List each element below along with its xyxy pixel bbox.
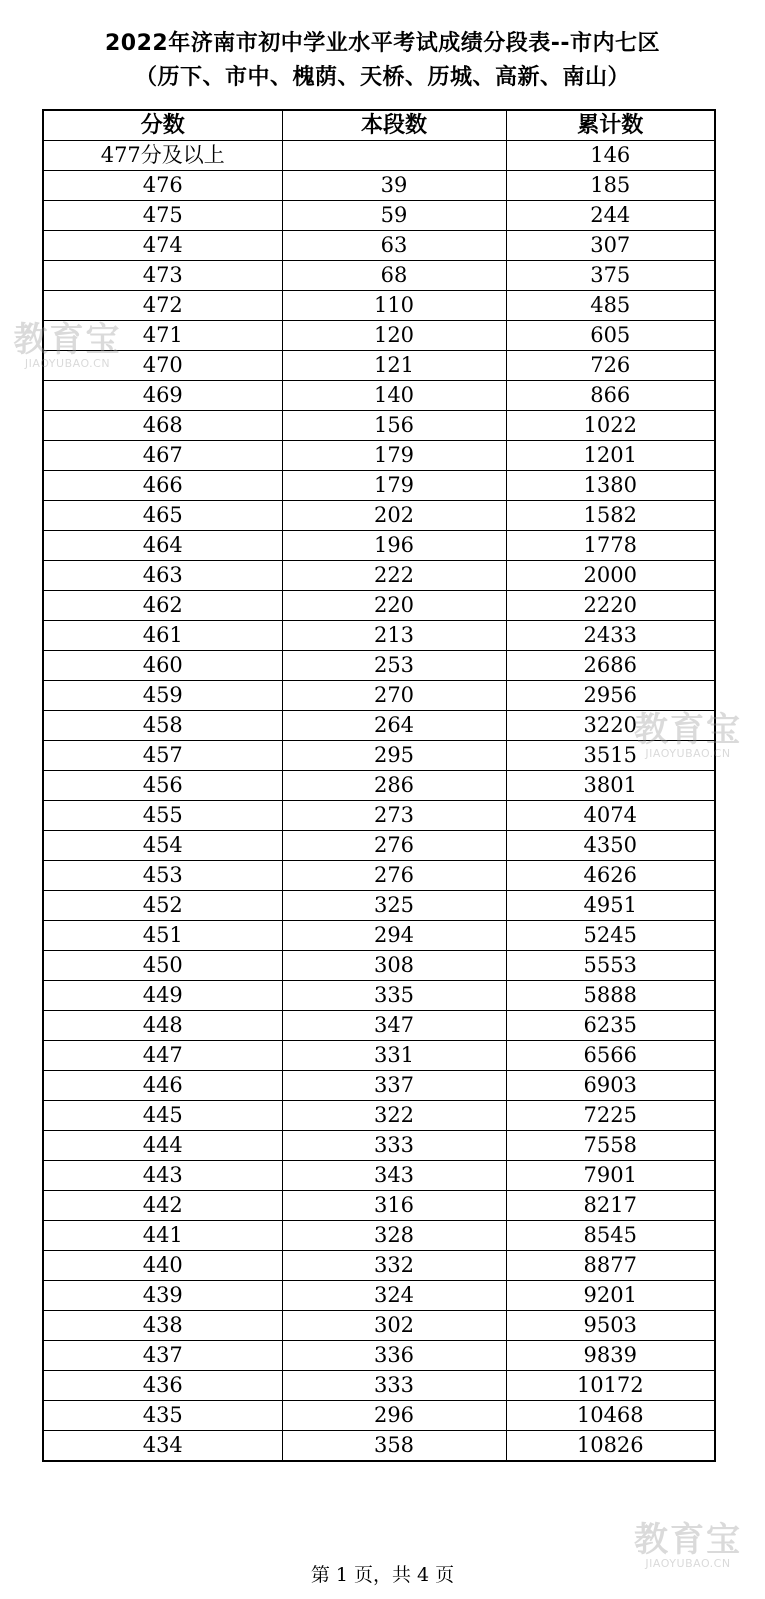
table-row	[43, 951, 715, 981]
cell-score: 445	[43, 1101, 282, 1131]
cell-score: 436	[43, 1371, 282, 1401]
table-row	[43, 681, 715, 711]
table-row	[43, 651, 715, 681]
cell-cumulative-count: 7225	[506, 1101, 715, 1131]
cell-score: 476	[43, 171, 282, 201]
cell-segment-count: 63	[282, 231, 506, 261]
cell-segment-count: 276	[282, 831, 506, 861]
cell-score: 447	[43, 1041, 282, 1071]
cell-segment-count	[282, 141, 506, 171]
cell-score: 465	[43, 501, 282, 531]
cell-segment-count: 179	[282, 441, 506, 471]
cell-cumulative-count: 7901	[506, 1161, 715, 1191]
table-row	[43, 1161, 715, 1191]
cell-score: 470	[43, 351, 282, 381]
table-row	[43, 831, 715, 861]
cell-cumulative-count: 4626	[506, 861, 715, 891]
cell-segment-count: 302	[282, 1311, 506, 1341]
cell-cumulative-count: 5888	[506, 981, 715, 1011]
table-row	[43, 741, 715, 771]
table-row	[43, 321, 715, 351]
document-title: 2022年济南市初中学业水平考试成绩分段表--市内七区	[105, 31, 660, 56]
cell-cumulative-count: 2433	[506, 621, 715, 651]
table-row	[43, 201, 715, 231]
table-row	[43, 501, 715, 531]
cell-score: 450	[43, 951, 282, 981]
table-row	[43, 1191, 715, 1221]
table-row	[43, 261, 715, 291]
cell-segment-count: 325	[282, 891, 506, 921]
cell-segment-count: 331	[282, 1041, 506, 1071]
cell-segment-count: 222	[282, 561, 506, 591]
table-row	[43, 891, 715, 921]
cell-segment-count: 68	[282, 261, 506, 291]
cell-score: 455	[43, 801, 282, 831]
cell-segment-count: 286	[282, 771, 506, 801]
table-header-row	[43, 110, 715, 141]
cell-cumulative-count: 3220	[506, 711, 715, 741]
table-row	[43, 1041, 715, 1071]
cell-score: 444	[43, 1131, 282, 1161]
cell-score: 457	[43, 741, 282, 771]
table-row	[43, 231, 715, 261]
cell-cumulative-count: 146	[506, 141, 715, 171]
cell-score: 464	[43, 531, 282, 561]
cell-score: 451	[43, 921, 282, 951]
table-row	[43, 351, 715, 381]
score-distribution-table	[42, 109, 716, 1462]
cell-cumulative-count: 2686	[506, 651, 715, 681]
table-row	[43, 1311, 715, 1341]
cell-segment-count: 220	[282, 591, 506, 621]
cell-segment-count: 110	[282, 291, 506, 321]
cell-cumulative-count: 8877	[506, 1251, 715, 1281]
table-row	[43, 1071, 715, 1101]
cell-cumulative-count: 2220	[506, 591, 715, 621]
table-row	[43, 291, 715, 321]
table-row	[43, 1371, 715, 1401]
cell-cumulative-count: 6566	[506, 1041, 715, 1071]
cell-cumulative-count: 10172	[506, 1371, 715, 1401]
table-row	[43, 1101, 715, 1131]
cell-segment-count: 347	[282, 1011, 506, 1041]
cell-cumulative-count: 8217	[506, 1191, 715, 1221]
watermark-url: JIAOYUBAO.CN	[24, 357, 111, 370]
cell-segment-count: 202	[282, 501, 506, 531]
cell-segment-count: 343	[282, 1161, 506, 1191]
cell-cumulative-count: 6235	[506, 1011, 715, 1041]
cell-segment-count: 295	[282, 741, 506, 771]
cell-segment-count: 270	[282, 681, 506, 711]
cell-cumulative-count: 244	[506, 201, 715, 231]
cell-cumulative-count: 10826	[506, 1431, 715, 1462]
cell-segment-count: 196	[282, 531, 506, 561]
table-row	[43, 1341, 715, 1371]
cell-cumulative-count: 4951	[506, 891, 715, 921]
cell-segment-count: 156	[282, 411, 506, 441]
cell-segment-count: 59	[282, 201, 506, 231]
table-row	[43, 1431, 715, 1462]
table-row	[43, 441, 715, 471]
cell-score: 443	[43, 1161, 282, 1191]
cell-cumulative-count: 185	[506, 171, 715, 201]
table-row	[43, 801, 715, 831]
table-row	[43, 381, 715, 411]
cell-cumulative-count: 2956	[506, 681, 715, 711]
cell-score: 471	[43, 321, 282, 351]
table-row	[43, 1221, 715, 1251]
table-row	[43, 471, 715, 501]
cell-cumulative-count: 1582	[506, 501, 715, 531]
cell-segment-count: 324	[282, 1281, 506, 1311]
cell-segment-count: 335	[282, 981, 506, 1011]
cell-score: 439	[43, 1281, 282, 1311]
cell-cumulative-count: 375	[506, 261, 715, 291]
table-row	[43, 171, 715, 201]
cell-cumulative-count: 4074	[506, 801, 715, 831]
watermark-text: 教育宝	[13, 320, 122, 360]
cell-cumulative-count: 726	[506, 351, 715, 381]
header-segment-count: 本段数	[282, 110, 506, 141]
cell-segment-count: 316	[282, 1191, 506, 1221]
cell-score: 452	[43, 891, 282, 921]
cell-cumulative-count: 3801	[506, 771, 715, 801]
watermark-text: 教育宝	[634, 1520, 742, 1560]
cell-score: 463	[43, 561, 282, 591]
cell-segment-count: 294	[282, 921, 506, 951]
cell-segment-count: 336	[282, 1341, 506, 1371]
cell-cumulative-count: 2000	[506, 561, 715, 591]
cell-segment-count: 322	[282, 1101, 506, 1131]
cell-score: 435	[43, 1401, 282, 1431]
cell-score: 467	[43, 441, 282, 471]
cell-segment-count: 337	[282, 1071, 506, 1101]
cell-cumulative-count: 5245	[506, 921, 715, 951]
cell-segment-count: 328	[282, 1221, 506, 1251]
table-row	[43, 561, 715, 591]
table-row	[43, 1281, 715, 1311]
cell-cumulative-count: 1022	[506, 411, 715, 441]
table-row	[43, 621, 715, 651]
table-row	[43, 981, 715, 1011]
cell-cumulative-count: 1778	[506, 531, 715, 561]
cell-cumulative-count: 4350	[506, 831, 715, 861]
cell-score: 438	[43, 1311, 282, 1341]
table-row	[43, 711, 715, 741]
cell-segment-count: 253	[282, 651, 506, 681]
cell-score: 434	[43, 1431, 282, 1462]
cell-score: 469	[43, 381, 282, 411]
cell-cumulative-count: 307	[506, 231, 715, 261]
cell-segment-count: 296	[282, 1401, 506, 1431]
cell-segment-count: 273	[282, 801, 506, 831]
cell-segment-count: 276	[282, 861, 506, 891]
cell-segment-count: 39	[282, 171, 506, 201]
cell-segment-count: 120	[282, 321, 506, 351]
cell-score: 440	[43, 1251, 282, 1281]
table-row	[43, 771, 715, 801]
cell-score: 460	[43, 651, 282, 681]
cell-segment-count: 358	[282, 1431, 506, 1462]
cell-cumulative-count: 485	[506, 291, 715, 321]
cell-cumulative-count: 9201	[506, 1281, 715, 1311]
table-row	[43, 411, 715, 441]
cell-cumulative-count: 1201	[506, 441, 715, 471]
table-row	[43, 861, 715, 891]
cell-cumulative-count: 5553	[506, 951, 715, 981]
cell-cumulative-count: 605	[506, 321, 715, 351]
cell-score: 459	[43, 681, 282, 711]
cell-cumulative-count: 10468	[506, 1401, 715, 1431]
table-row	[43, 531, 715, 561]
cell-score: 454	[43, 831, 282, 861]
cell-score: 466	[43, 471, 282, 501]
cell-score: 449	[43, 981, 282, 1011]
cell-score: 456	[43, 771, 282, 801]
cell-score: 461	[43, 621, 282, 651]
table-row	[43, 1011, 715, 1041]
cell-score: 472	[43, 291, 282, 321]
cell-cumulative-count: 1380	[506, 471, 715, 501]
cell-segment-count: 332	[282, 1251, 506, 1281]
cell-score: 462	[43, 591, 282, 621]
cell-score: 437	[43, 1341, 282, 1371]
cell-score: 475	[43, 201, 282, 231]
header-cumulative-count: 累计数	[506, 110, 715, 141]
table-body	[43, 141, 715, 1462]
watermark-url: JIAOYUBAO.CN	[645, 747, 731, 760]
cell-segment-count: 140	[282, 381, 506, 411]
cell-cumulative-count: 8545	[506, 1221, 715, 1251]
cell-segment-count: 333	[282, 1131, 506, 1161]
cell-segment-count: 121	[282, 351, 506, 381]
cell-segment-count: 308	[282, 951, 506, 981]
cell-cumulative-count: 9839	[506, 1341, 715, 1371]
header-score: 分数	[43, 110, 282, 141]
cell-score: 468	[43, 411, 282, 441]
table-row	[43, 1401, 715, 1431]
cell-score: 458	[43, 711, 282, 741]
cell-cumulative-count: 3515	[506, 741, 715, 771]
cell-segment-count: 179	[282, 471, 506, 501]
document-subtitle: （历下、市中、槐荫、天桥、历城、高新、南山）	[134, 65, 630, 90]
cell-cumulative-count: 866	[506, 381, 715, 411]
table-row	[43, 141, 715, 171]
cell-score: 453	[43, 861, 282, 891]
watermark-url: JIAOYUBAO.CN	[645, 1557, 731, 1570]
cell-cumulative-count: 7558	[506, 1131, 715, 1161]
table-row	[43, 591, 715, 621]
watermark-text: 教育宝	[634, 710, 742, 750]
cell-score: 441	[43, 1221, 282, 1251]
cell-segment-count: 333	[282, 1371, 506, 1401]
cell-score: 446	[43, 1071, 282, 1101]
table-row	[43, 1131, 715, 1161]
cell-score: 448	[43, 1011, 282, 1041]
table-row	[43, 921, 715, 951]
cell-segment-count: 213	[282, 621, 506, 651]
cell-cumulative-count: 6903	[506, 1071, 715, 1101]
cell-score: 473	[43, 261, 282, 291]
cell-score: 474	[43, 231, 282, 261]
cell-score: 477分及以上	[43, 141, 282, 171]
page-footer: 第 1 页，共 4 页	[310, 1564, 455, 1586]
cell-score: 442	[43, 1191, 282, 1221]
cell-segment-count: 264	[282, 711, 506, 741]
cell-cumulative-count: 9503	[506, 1311, 715, 1341]
table-row	[43, 1251, 715, 1281]
